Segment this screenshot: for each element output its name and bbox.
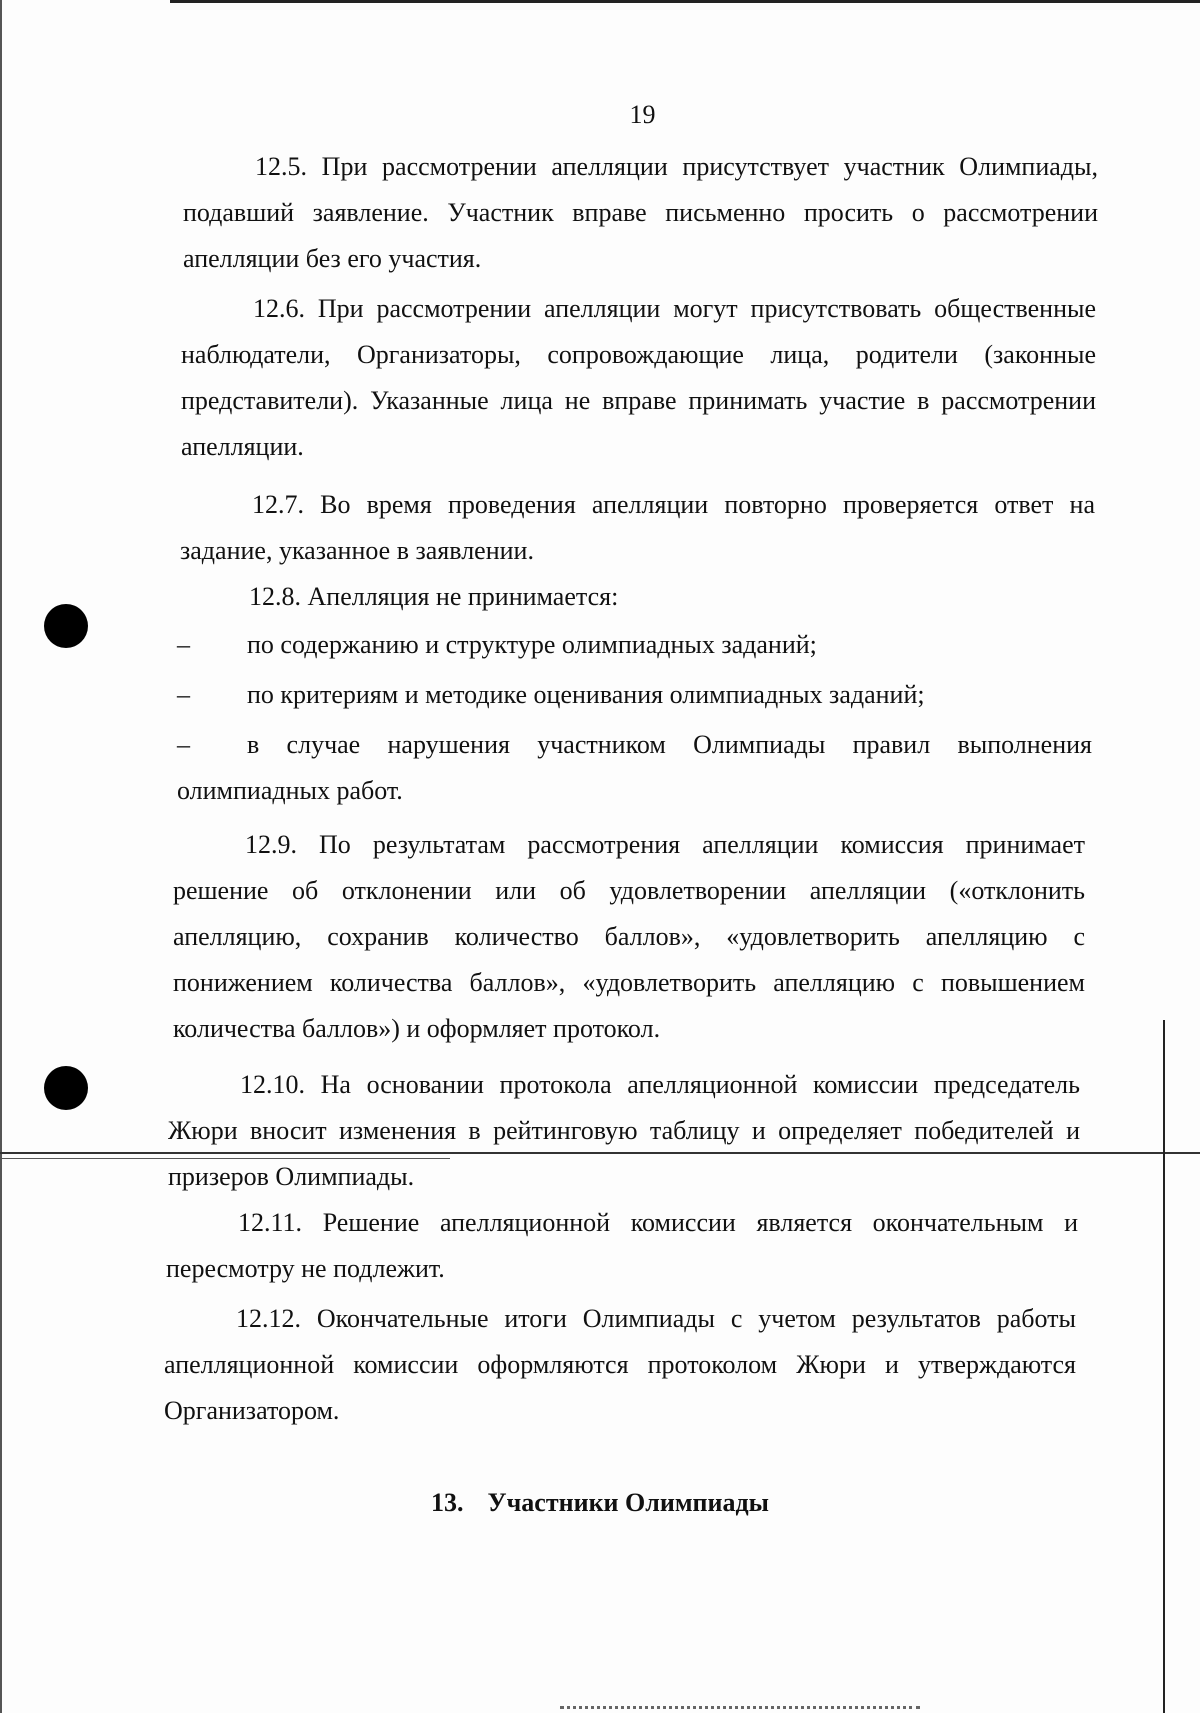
- text-block-12-9: [173, 822, 1085, 1064]
- paragraph-12-12: 12.12. Окончательные итоги Олимпиады с учетом результатов работы апелляционной комиссии оформляются протоколом Жюри и утверждаются Организатором.: [164, 1304, 1076, 1425]
- text-block-12-6: [181, 286, 1096, 482]
- paragraph-12-9: 12.9. По результатам рассмотрения апелляции комиссия принимает решение об отклонении или об удовлетворении апелляции («отклонить апелляцию, сохранив количество баллов», «удовлетворить апелляцию с понижением количества баллов», «удовлетворить апелляцию с повышением количества баллов») и оформляет протокол.: [173, 830, 1085, 1043]
- punch-hole-lower: [44, 1066, 88, 1110]
- text-block-12-10: [168, 1062, 1080, 1212]
- text-block-12-8: [177, 574, 1092, 818]
- paragraph-12-6: 12.6. При рассмотрении апелляции могут присутствовать общественные наблюдатели, Организаторы, сопровождающие лица, родители (законные представители). Указанные лица не вправе принимать участие в рассмотрении апелляции.: [181, 294, 1096, 461]
- dash-marker: –: [177, 680, 190, 709]
- list-item: [177, 722, 1092, 814]
- text-block-12-11: [166, 1200, 1078, 1304]
- paragraph-12-7: 12.7. Во время проведения апелляции повторно проверяется ответ на задание, указанное в заявлении.: [180, 490, 1095, 565]
- text-block-12-12: [164, 1296, 1076, 1446]
- section-heading: [0, 1488, 1200, 1518]
- section-number: 13.: [431, 1488, 464, 1517]
- scan-right-edge: [1163, 1020, 1165, 1713]
- list-item-text: по критериям и методике оценивания олимпиадных заданий;: [247, 680, 925, 709]
- list-item: [177, 622, 1092, 668]
- dash-marker: –: [177, 630, 190, 659]
- paragraph-12-10: 12.10. На основании протокола апелляционной комиссии председатель Жюри вносит изменения в рейтинговую таблицу и определяет победителей и призеров Олимпиады.: [168, 1070, 1080, 1191]
- page-number: 19: [629, 100, 656, 129]
- punch-hole-upper: [44, 604, 88, 648]
- list-item: [177, 672, 1092, 718]
- scan-top-border: [170, 0, 1200, 3]
- paragraph-12-11: 12.11. Решение апелляционной комиссии является окончательным и пересмотру не подлежит.: [166, 1208, 1078, 1283]
- section-title: Участники Олимпиады: [487, 1488, 769, 1517]
- scan-bottom-dots: [560, 1706, 920, 1709]
- list-item-text: в случае нарушения участником Олимпиады правил выполнения олимпиадных работ.: [177, 730, 1092, 805]
- text-block-12-7: [180, 482, 1095, 586]
- list-item-text: по содержанию и структуре олимпиадных заданий;: [247, 630, 817, 659]
- paragraph-12-8: 12.8. Апелляция не принимается:: [249, 582, 619, 611]
- text-block-12-5: [183, 144, 1098, 294]
- paragraph-12-5: 12.5. При рассмотрении апелляции присутствует участник Олимпиады, подавший заявление. Участник вправе письменно просить о рассмотрении апелляции без его участия.: [183, 152, 1098, 273]
- scan-left-edge: [0, 0, 2, 1713]
- dash-marker: –: [177, 730, 190, 759]
